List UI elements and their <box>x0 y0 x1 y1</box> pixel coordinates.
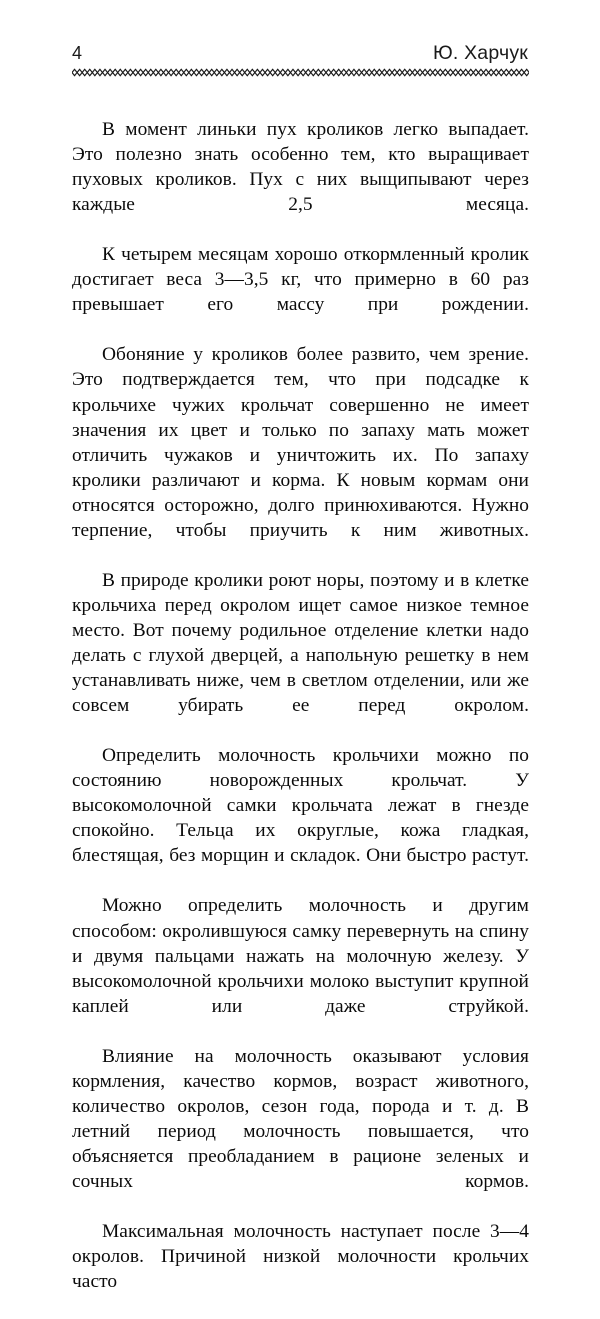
paragraph: Обоняние у кроликов более развито, чем зрение. Это подтверждается тем, что при подсадке к крольчихе чужих крольчат совершенно не имеет значения их цвет и только по запаху мать может отличить чужаков и уничтожить их. По запаху кролики различают и корма. К новым кормам они относятся осторожно, долго принюхиваются. Нужно терпение, чтобы приучить к ним животных. <box>72 344 529 541</box>
paragraph: Максимальная молочность наступает после 3—4 окролов. Причиной низкой молочности крольчих часто <box>72 1221 529 1293</box>
paragraph: В момент линьки пух кроликов легко выпадает. Это полезно знать особенно тем, кто выращивает пуховых кроликов. Пух с них выщипывают через каждые 2,5 месяца. <box>72 119 529 216</box>
running-head <box>72 42 528 66</box>
paragraph: Определить молочность крольчихи можно по состоянию новорожденных крольчат. У высокомолочной самки крольчата лежат в гнезде спокойно. Тельца их округлые, кожа гладкая, блестящая, без морщин и складок. Они быстро растут. <box>72 745 529 867</box>
page-number: 4 <box>72 43 83 63</box>
running-head-author: Ю. Харчук <box>432 42 528 64</box>
paragraph: Можно определить молочность и другим способом: окролившуюся самку перевернуть на спину и двумя пальцами нажать на молочную железу. У высокомолочной крольчихи молоко выступит крупной каплей или даже струйкой. <box>72 895 529 1017</box>
body-text <box>72 117 529 1319</box>
paragraph: В природе кролики роют норы, поэтому и в клетке крольчиха перед окролом ищет самое низкое темное место. Вот почему родильное отделение клетки надо делать с глухой дверцей, а напольную решетку в нем устанавливать ниже, чем в светлом отделении, или же совсем убирать ее перед окролом. <box>72 569 529 717</box>
diamond-chain-rule-icon <box>72 68 529 77</box>
paragraph: К четырем месяцам хорошо откормленный кролик достигает веса 3—3,5 кг, что примерно в 60 раз превышает его массу при рождении. <box>72 244 529 316</box>
paragraph: Влияние на молочность оказывают условия кормления, качество кормов, возраст животного, количество окролов, сезон года, порода и т. д. В летний период молочность повышается, что объясняется преобладанием в рационе зеленых и сочных кормов. <box>72 1045 529 1192</box>
